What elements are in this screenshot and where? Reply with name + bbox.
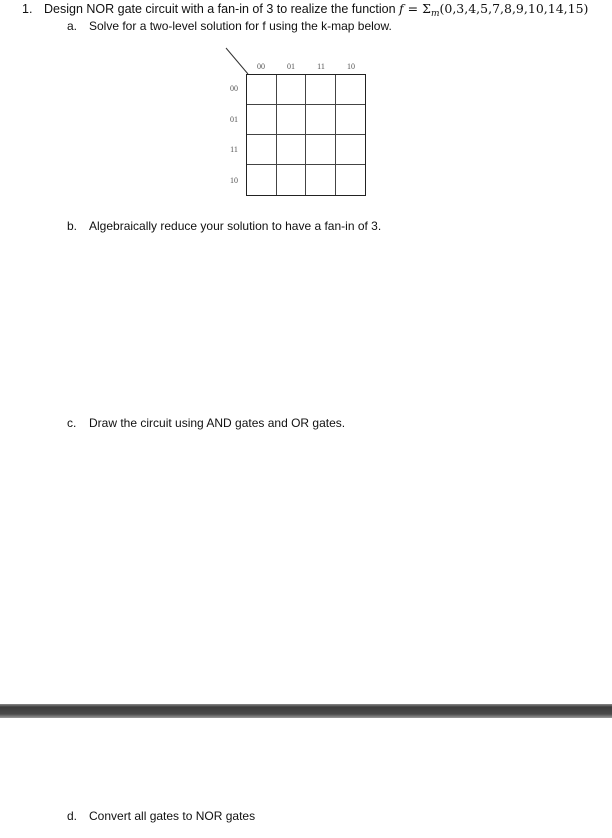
kmap-grid xyxy=(246,74,366,196)
kmap-col-label: 10 xyxy=(347,62,355,71)
kmap-cell[interactable] xyxy=(277,75,307,105)
page-separator xyxy=(0,704,612,718)
kmap-row-label: 00 xyxy=(230,84,238,93)
kmap-cell[interactable] xyxy=(306,75,336,105)
part-d-text: Convert all gates to NOR gates xyxy=(89,809,256,823)
part-a xyxy=(67,19,392,34)
kmap-col-label: 00 xyxy=(257,62,265,71)
function-name: f xyxy=(399,1,404,16)
kmap-col-label: 11 xyxy=(317,62,325,71)
kmap-cell[interactable] xyxy=(306,105,336,135)
kmap-row-label: 01 xyxy=(230,115,238,124)
kmap-row-label: 11 xyxy=(230,145,238,154)
kmap-cell[interactable] xyxy=(336,105,366,135)
kmap-cell[interactable] xyxy=(336,135,366,165)
question-number: 1. xyxy=(22,2,33,16)
kmap-cell[interactable] xyxy=(277,165,307,195)
part-b-letter: b. xyxy=(67,219,78,233)
kmap-cell[interactable] xyxy=(247,165,277,195)
kmap-cell[interactable] xyxy=(277,105,307,135)
part-b xyxy=(67,219,381,234)
kmap-cell[interactable] xyxy=(277,135,307,165)
part-a-letter: a. xyxy=(67,19,78,33)
part-c-text: Draw the circuit using AND gates and OR gates. xyxy=(89,416,346,430)
kmap-corner-diagonal xyxy=(224,46,254,76)
sum-symbol: = Σ xyxy=(403,1,431,16)
part-a-text: Solve for a two-level solution for f using the k-map below. xyxy=(89,19,392,33)
part-c xyxy=(67,416,345,431)
minterm-list: (0,3,4,5,7,8,9,10,14,15) xyxy=(439,1,589,16)
function-expression xyxy=(399,1,589,19)
karnaugh-map xyxy=(224,46,374,206)
minterm-subscript: m xyxy=(430,9,440,19)
kmap-cell[interactable] xyxy=(247,135,277,165)
kmap-cell[interactable] xyxy=(336,165,366,195)
part-b-text: Algebraically reduce your solution to have a fan-in of 3. xyxy=(89,219,382,233)
kmap-cell[interactable] xyxy=(336,75,366,105)
kmap-row-label: 10 xyxy=(230,176,238,185)
part-d-letter: d. xyxy=(67,809,78,823)
question-text: Design NOR gate circuit with a fan-in of 3 to realize the function xyxy=(44,2,400,16)
part-d xyxy=(67,809,255,824)
part-c-letter: c. xyxy=(67,416,77,430)
kmap-cell[interactable] xyxy=(247,75,277,105)
kmap-cell[interactable] xyxy=(306,165,336,195)
kmap-cell[interactable] xyxy=(306,135,336,165)
kmap-cell[interactable] xyxy=(247,105,277,135)
kmap-col-label: 01 xyxy=(287,62,295,71)
